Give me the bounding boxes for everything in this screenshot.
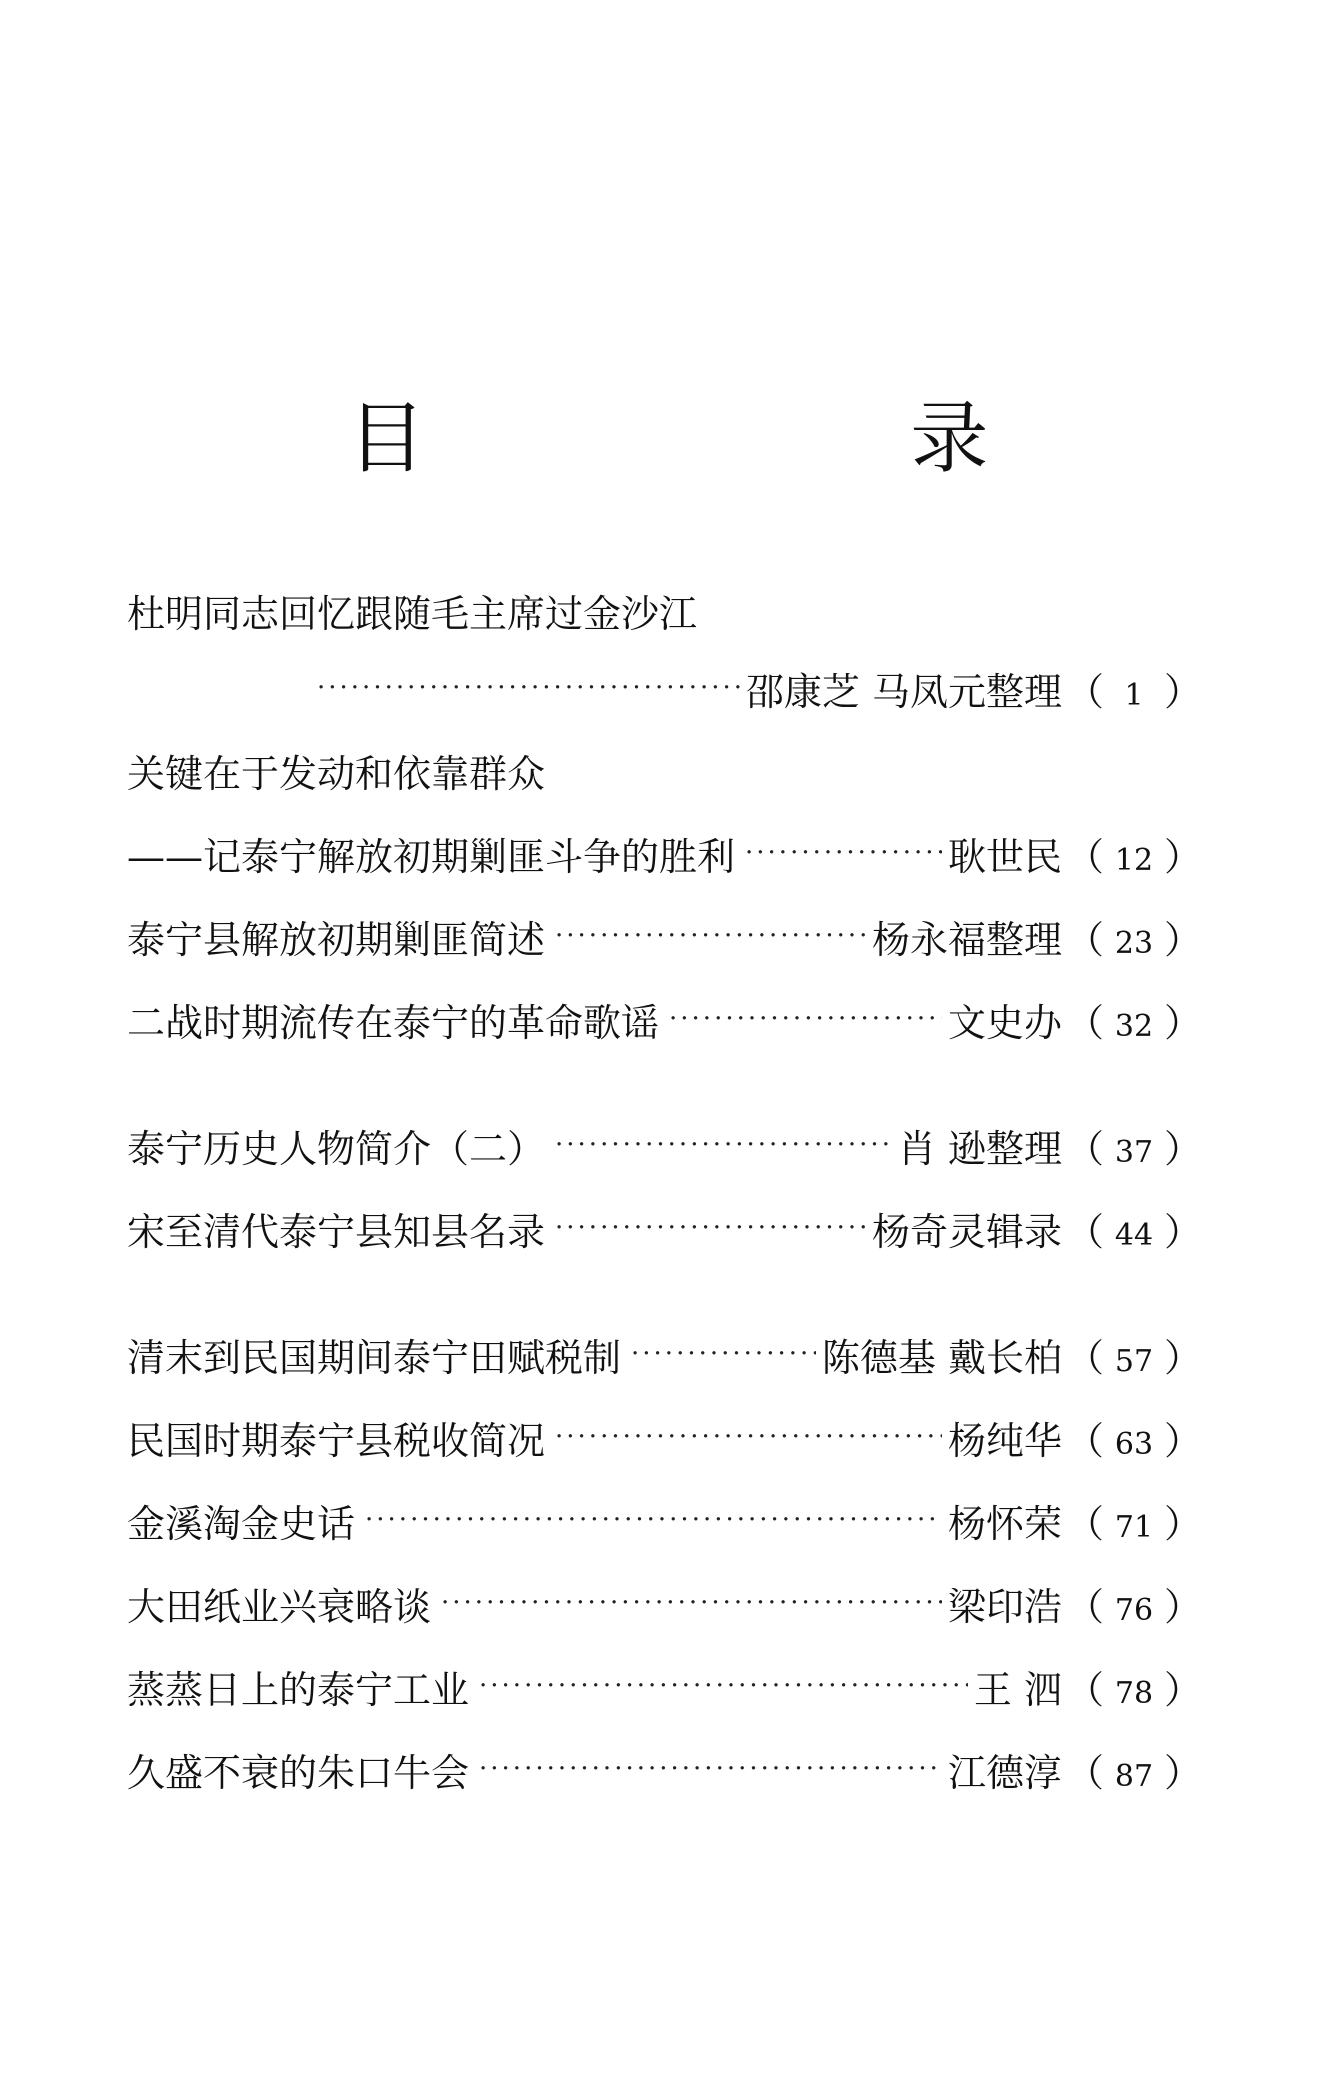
leader-dots (555, 1422, 942, 1452)
entry-author: 杨纯华 (947, 1418, 1062, 1463)
toc-entry[interactable] (127, 1324, 1202, 1384)
entry-title: 清末到民国期间泰宁田赋税制 (127, 1335, 622, 1380)
entry-page: （ 71 ） (1065, 1501, 1202, 1546)
entry-author: 江德淳 (947, 1750, 1062, 1795)
toc-entry[interactable] (127, 823, 1202, 883)
entry-page: （ 57 ） (1065, 1335, 1202, 1380)
entry-author: 杨怀荣 (947, 1501, 1062, 1546)
toc-entry[interactable] (127, 658, 1202, 718)
toc-entry[interactable] (127, 1573, 1202, 1633)
entry-author: 杨奇灵辑录 (871, 1209, 1062, 1254)
toc-entry[interactable] (127, 1739, 1202, 1799)
toc-entry[interactable] (127, 1198, 1202, 1258)
leader-dots (555, 921, 866, 951)
toc-entry[interactable] (127, 989, 1202, 1049)
leader-dots (631, 1339, 816, 1369)
leader-dots (745, 838, 942, 868)
entry-title: 金溪淘金史话 (127, 1501, 356, 1546)
entry-author: 杨永福整理 (871, 917, 1062, 962)
entry-page: （ 1 ） (1065, 669, 1202, 714)
toc-entry[interactable] (127, 1656, 1202, 1716)
entry-title: 泰宁县解放初期剿匪简述 (127, 917, 546, 962)
leader-dots (555, 1213, 866, 1243)
leader-dots (365, 1505, 942, 1535)
toc-entry[interactable] (127, 1407, 1202, 1467)
entry-title: 宋至清代泰宁县知县名录 (127, 1209, 546, 1254)
entry-page: （ 37 ） (1065, 1126, 1202, 1171)
leader-dots (479, 1671, 968, 1701)
leader-dots (441, 1588, 942, 1618)
leader-dots (479, 1754, 942, 1784)
page-title: 目 录 (347, 394, 1219, 484)
toc-entry[interactable] (127, 740, 1202, 800)
entry-author: 肖 逊整理 (897, 1126, 1062, 1171)
toc-entry[interactable] (127, 1115, 1202, 1175)
entry-page: （ 63 ） (1065, 1418, 1202, 1463)
leader-dots (669, 1004, 942, 1034)
entry-page: （ 78 ） (1065, 1667, 1202, 1712)
entry-title: 二战时期流传在泰宁的革命歌谣 (127, 1000, 660, 1045)
leader-dots (317, 673, 740, 703)
entry-title: ——记泰宁解放初期剿匪斗争的胜利 (127, 834, 736, 879)
toc-entry[interactable] (127, 580, 1202, 640)
entry-page: （ 76 ） (1065, 1584, 1202, 1629)
entry-page: （ 87 ） (1065, 1750, 1202, 1795)
entry-author: 耿世民 (947, 834, 1062, 879)
leader-dots (555, 1130, 892, 1160)
entry-author: 邵康芝 马凤元整理 (745, 669, 1062, 714)
entry-title: 久盛不衰的朱口牛会 (127, 1750, 470, 1795)
entry-title: 大田纸业兴衰略谈 (127, 1584, 432, 1629)
entry-title: 关键在于发动和依靠群众 (127, 751, 546, 796)
entry-title: 民国时期泰宁县税收简况 (127, 1418, 546, 1463)
toc-entry[interactable] (127, 1490, 1202, 1550)
entry-title: 蒸蒸日上的泰宁工业 (127, 1667, 470, 1712)
entry-author: 梁印浩 (947, 1584, 1062, 1629)
entry-page: （ 23 ） (1065, 917, 1202, 962)
entry-page: （ 44 ） (1065, 1209, 1202, 1254)
entry-page: （ 12 ） (1065, 834, 1202, 879)
toc-entry[interactable] (127, 906, 1202, 966)
entry-author: 王 泗 (973, 1667, 1062, 1712)
entry-author: 陈德基 戴长柏 (821, 1335, 1062, 1380)
entry-page: （ 32 ） (1065, 1000, 1202, 1045)
entry-title: 泰宁历史人物简介（二） (127, 1126, 546, 1171)
entry-title: 杜明同志回忆跟随毛主席过金沙江 (127, 591, 698, 636)
entry-author: 文史办 (947, 1000, 1062, 1045)
